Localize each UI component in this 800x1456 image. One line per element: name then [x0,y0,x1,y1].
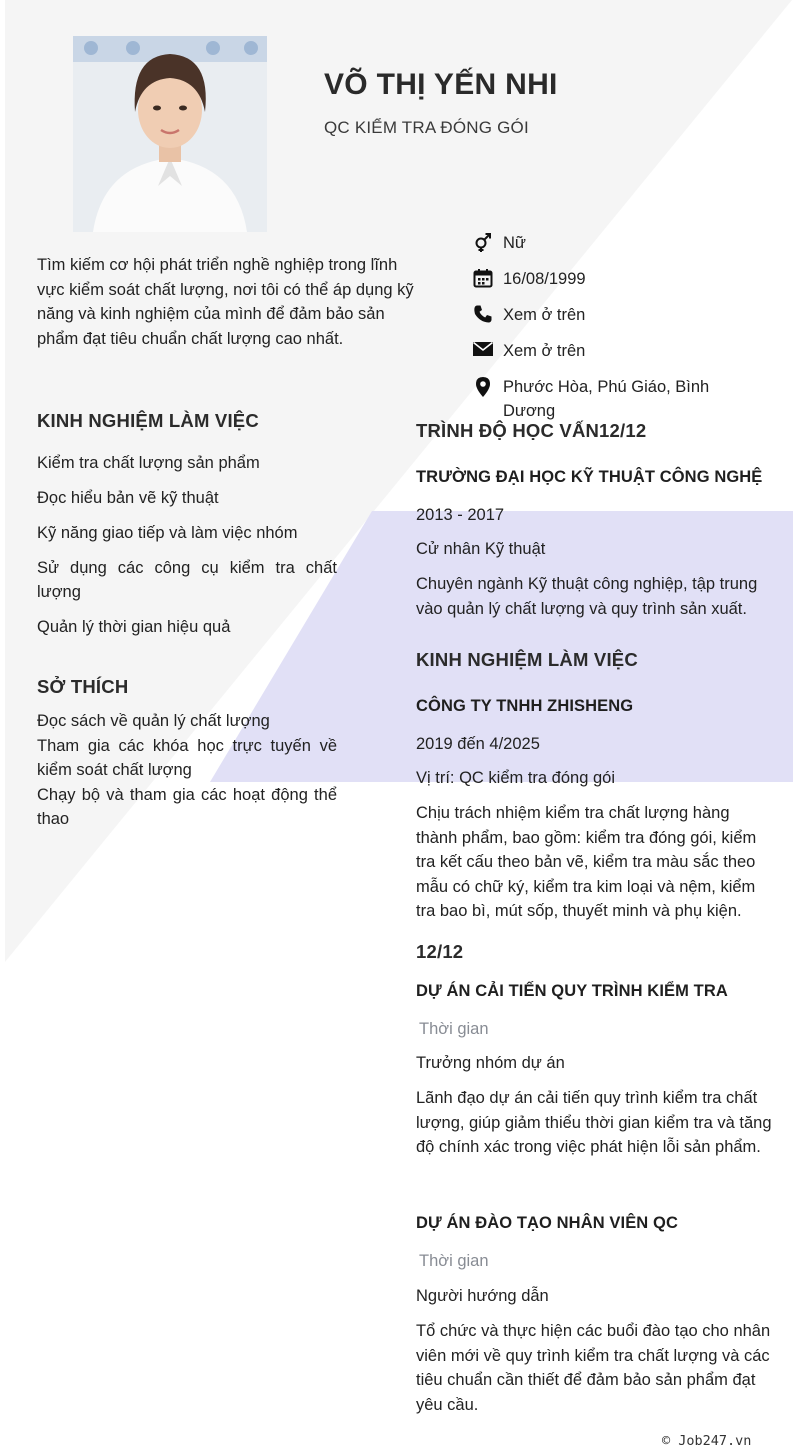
project-role: Người hướng dẫn [416,1287,549,1305]
projects-section-title: 12/12 [416,941,464,962]
gender-icon [470,231,496,256]
career-objective: Tìm kiếm cơ hội phát triển nghề nghiệp trong lĩnh vực kiểm soát chất lượng, nơi tôi có thể áp dụng kỹ năng và kinh nghiệm của mình để đảm bảo sản phẩm đạt tiêu chuẩn chất lượng cao nhất. [37,256,414,348]
contact-email [470,339,740,364]
candidate-name: VÕ THỊ YẾN NHI [324,68,558,101]
skills-section-title: KINH NGHIỆM LÀM VIỆC [37,410,259,431]
phone-icon [470,303,496,328]
experience-section-title: KINH NGHIỆM LÀM VIỆC [416,649,638,670]
project-time: Thời gian [419,1020,489,1038]
candidate-role: QC KIỂM TRA ĐÓNG GÓI [324,118,529,137]
education-section-title: TRÌNH ĐỘ HỌC VẤN12/12 [416,420,647,441]
mail-icon [470,339,496,364]
education-degree: Cử nhân Kỹ thuật [416,540,546,558]
footer-credit: © Job247.vn [662,1433,752,1449]
location-pin-icon [470,375,496,400]
project-time: Thời gian [419,1252,489,1270]
skill-item: Đọc hiểu bản vẽ kỹ thuật [37,489,219,507]
education-description: Chuyên ngành Kỹ thuật công nghiệp, tập trung vào quản lý chất lượng và quy trình sản xuất. [416,575,758,618]
project-role: Trưởng nhóm dự án [416,1054,565,1072]
email-value: Xem ở trên [503,342,586,360]
experience-company: CÔNG TY TNHH ZHISHENG [416,697,634,715]
contact-info [470,231,740,434]
hobby-item: Chạy bộ và tham gia các hoạt động thể thao [37,785,337,828]
project-description: Tổ chức và thực hiện các buổi đào tạo cho nhân viên mới về quy trình kiểm tra chất lượng và các tiêu chuẩn cần thiết để đảm bảo sản phẩm đạt yêu cầu. [416,1322,771,1414]
address-value: Phước Hòa, Phú Giáo, Bình Dương [503,378,710,420]
contact-gender [470,231,740,256]
education-school: TRƯỜNG ĐẠI HỌC KỸ THUẬT CÔNG NGHỆ [416,468,763,486]
skill-item: Sử dụng các công cụ kiểm tra chất lượng [37,559,337,601]
contact-phone [470,303,740,328]
project-name: DỰ ÁN CẢI TIẾN QUY TRÌNH KIỂM TRA [416,982,728,1000]
project-name: DỰ ÁN ĐÀO TẠO NHÂN VIÊN QC [416,1214,678,1232]
skills-section [37,410,337,650]
phone-value: Xem ở trên [503,306,586,324]
experience-position: Vị trí: QC kiểm tra đóng gói [416,769,615,787]
birthday-value: 16/08/1999 [503,270,586,288]
hobbies-section [37,676,337,832]
skill-item: Kỹ năng giao tiếp và làm việc nhóm [37,524,298,542]
experience-period: 2019 đến 4/2025 [416,735,540,753]
skill-item: Quản lý thời gian hiệu quả [37,618,231,636]
profile-photo [73,36,267,232]
gender-value: Nữ [503,234,526,252]
hobbies-section-title: SỞ THÍCH [37,676,129,697]
experience-description: Chịu trách nhiệm kiểm tra chất lượng hàng thành phẩm, bao gồm: kiểm tra đóng gói, kiểm tra kết cấu theo bản vẽ, kiểm tra màu sắc theo mẫu có chữ ký, kiểm tra kim loại và nệm, kiểm tra bao bì, mút sốp, thuyết minh và phụ kiện. [416,804,757,920]
project-description: Lãnh đạo dự án cải tiến quy trình kiểm tra chất lượng, giúp giảm thiểu thời gian kiểm tra và tăng độ chính xác trong việc phát hiện lỗi sản phẩm. [416,1089,772,1156]
calendar-icon [470,267,496,292]
contact-address [470,375,740,423]
skill-item: Kiểm tra chất lượng sản phẩm [37,454,260,472]
hobby-item: Tham gia các khóa học trực tuyến về kiểm soát chất lượng [37,736,337,779]
contact-birthday [470,267,740,292]
hobby-item: Đọc sách về quản lý chất lượng [37,712,270,730]
education-period: 2013 - 2017 [416,506,505,524]
